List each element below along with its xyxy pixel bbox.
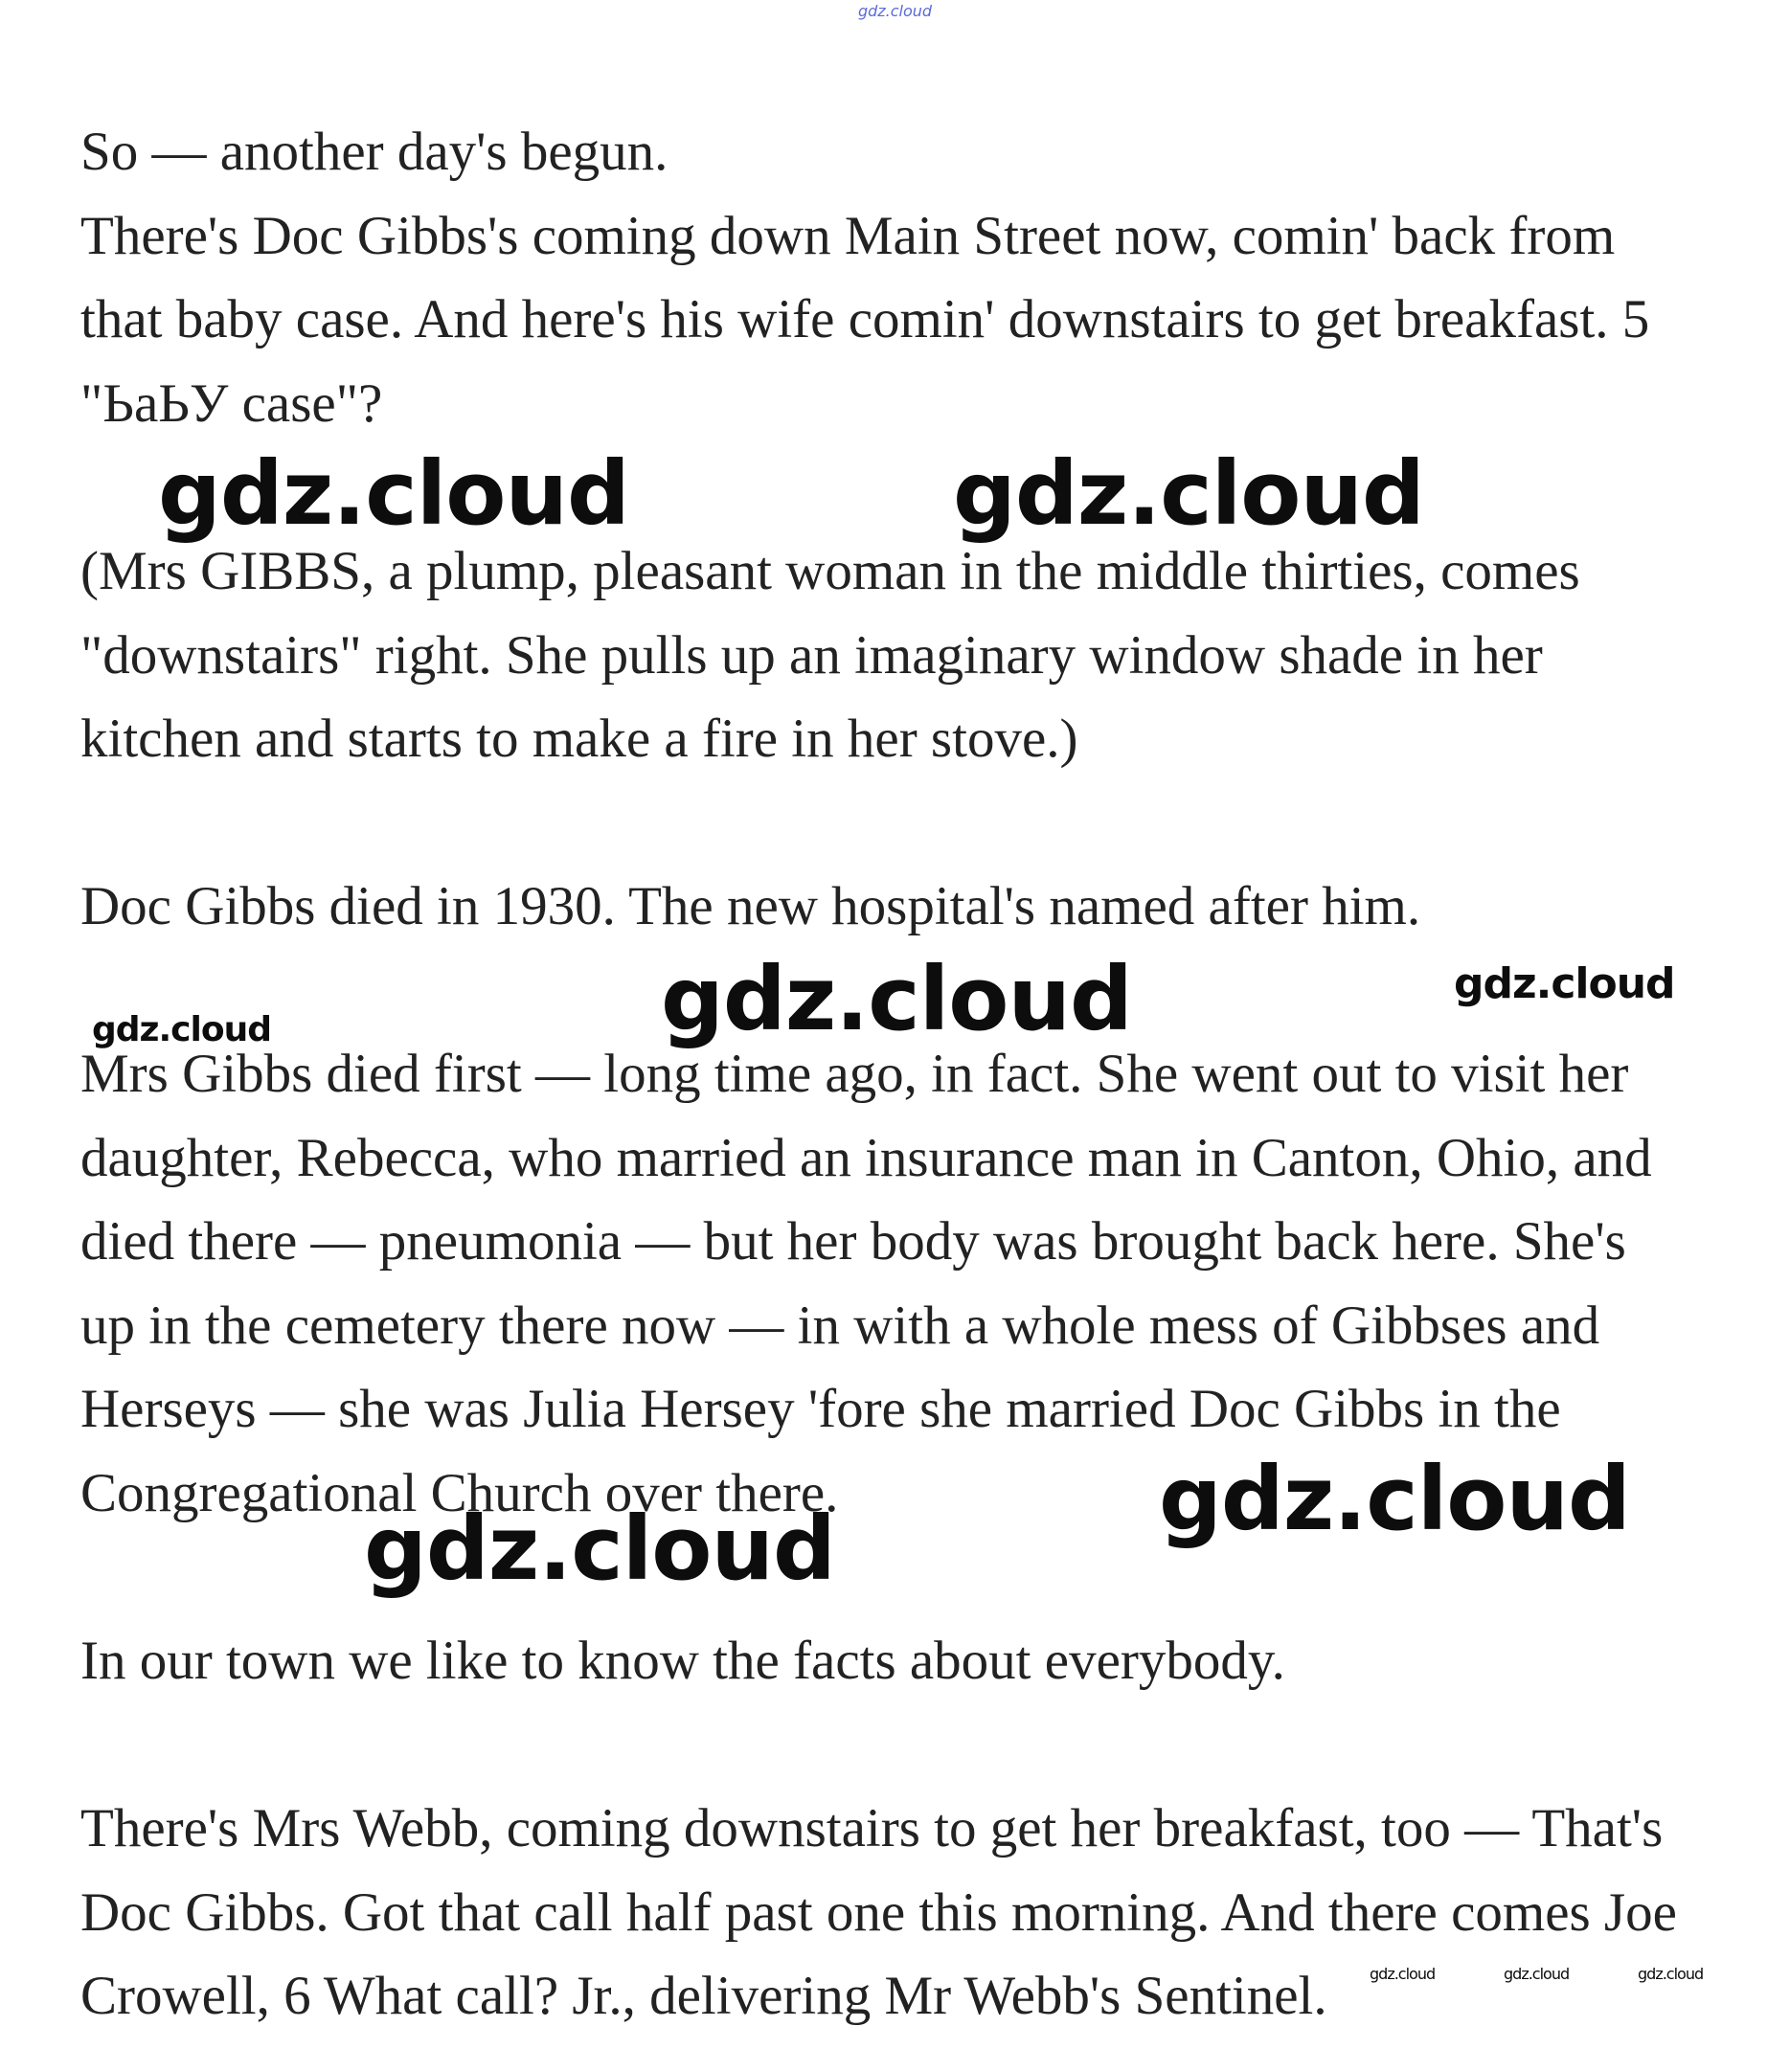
watermark: gdz.cloud — [1504, 1965, 1570, 1983]
text-line: daughter, Rebecca, who married an insurance man in Canton, Ohio, and — [80, 1127, 1652, 1188]
text-line: In our town we like to know the facts about everybody. — [80, 1631, 1285, 1691]
paragraph-5 — [80, 1619, 1747, 1703]
text-line: (Mrs GIBBS, a plump, pleasant woman in the middle thirties, comes — [80, 541, 1580, 601]
text-line: Herseys — she was Julia Hersey 'fore she married Doc Gibbs in the — [80, 1379, 1561, 1439]
watermark: gdz.cloud — [1638, 1965, 1704, 1983]
watermark: gdz.cloud — [953, 442, 1424, 545]
text-line: up in the cemetery there now — in with a whole mess of Gibbses and — [80, 1295, 1600, 1356]
text-line: Doc Gibbs. Got that call half past one this morning. And there comes Joe — [80, 1881, 1677, 1943]
text-line: died there — pneumonia — but her body was brought back here. She's — [80, 1211, 1626, 1272]
paragraph-2 — [80, 529, 1747, 781]
watermark: gdz.cloud — [92, 1010, 271, 1049]
paragraph-1 — [80, 110, 1747, 445]
text-line: There's Doc Gibbs's coming down Main Street now, comin' back from — [80, 205, 1616, 266]
text-line: kitchen and starts to make a fire in her stove.) — [80, 709, 1078, 769]
text-line: Mrs Gibbs died first — long time ago, in fact. She went out to visit her — [80, 1044, 1629, 1104]
watermark: gdz.cloud — [1159, 1448, 1630, 1550]
watermark: gdz.cloud — [1454, 959, 1675, 1008]
text-line: So — another day's begun. — [80, 122, 668, 182]
watermark: gdz.cloud — [364, 1498, 835, 1600]
watermark: gdz.cloud — [661, 948, 1132, 1050]
text-line: Crowell, 6 What call? Jr., delivering Mr Webb's Sentinel. — [80, 1966, 1327, 2026]
text-line: Doc Gibbs died in 1930. The new hospital's named after him. — [80, 876, 1421, 936]
watermark: gdz.cloud — [1370, 1965, 1436, 1983]
text-line: that baby case. And here's his wife comin' downstairs to get breakfast. 5 — [80, 289, 1650, 349]
text-line: "downstairs" right. She pulls up an imaginary window shade in her — [80, 624, 1543, 686]
paragraph-3 — [80, 865, 1747, 949]
text-line: "ЬаЬУ case"? — [80, 372, 383, 434]
watermark: gdz.cloud — [158, 442, 629, 545]
text-line: Congregational Church over there. — [80, 1462, 839, 1523]
header-watermark: gdz.cloud — [857, 2, 933, 20]
text-line: There's Mrs Webb, coming downstairs to get her breakfast, too — That's — [80, 1798, 1664, 1858]
paragraph-6 — [80, 1787, 1747, 2038]
